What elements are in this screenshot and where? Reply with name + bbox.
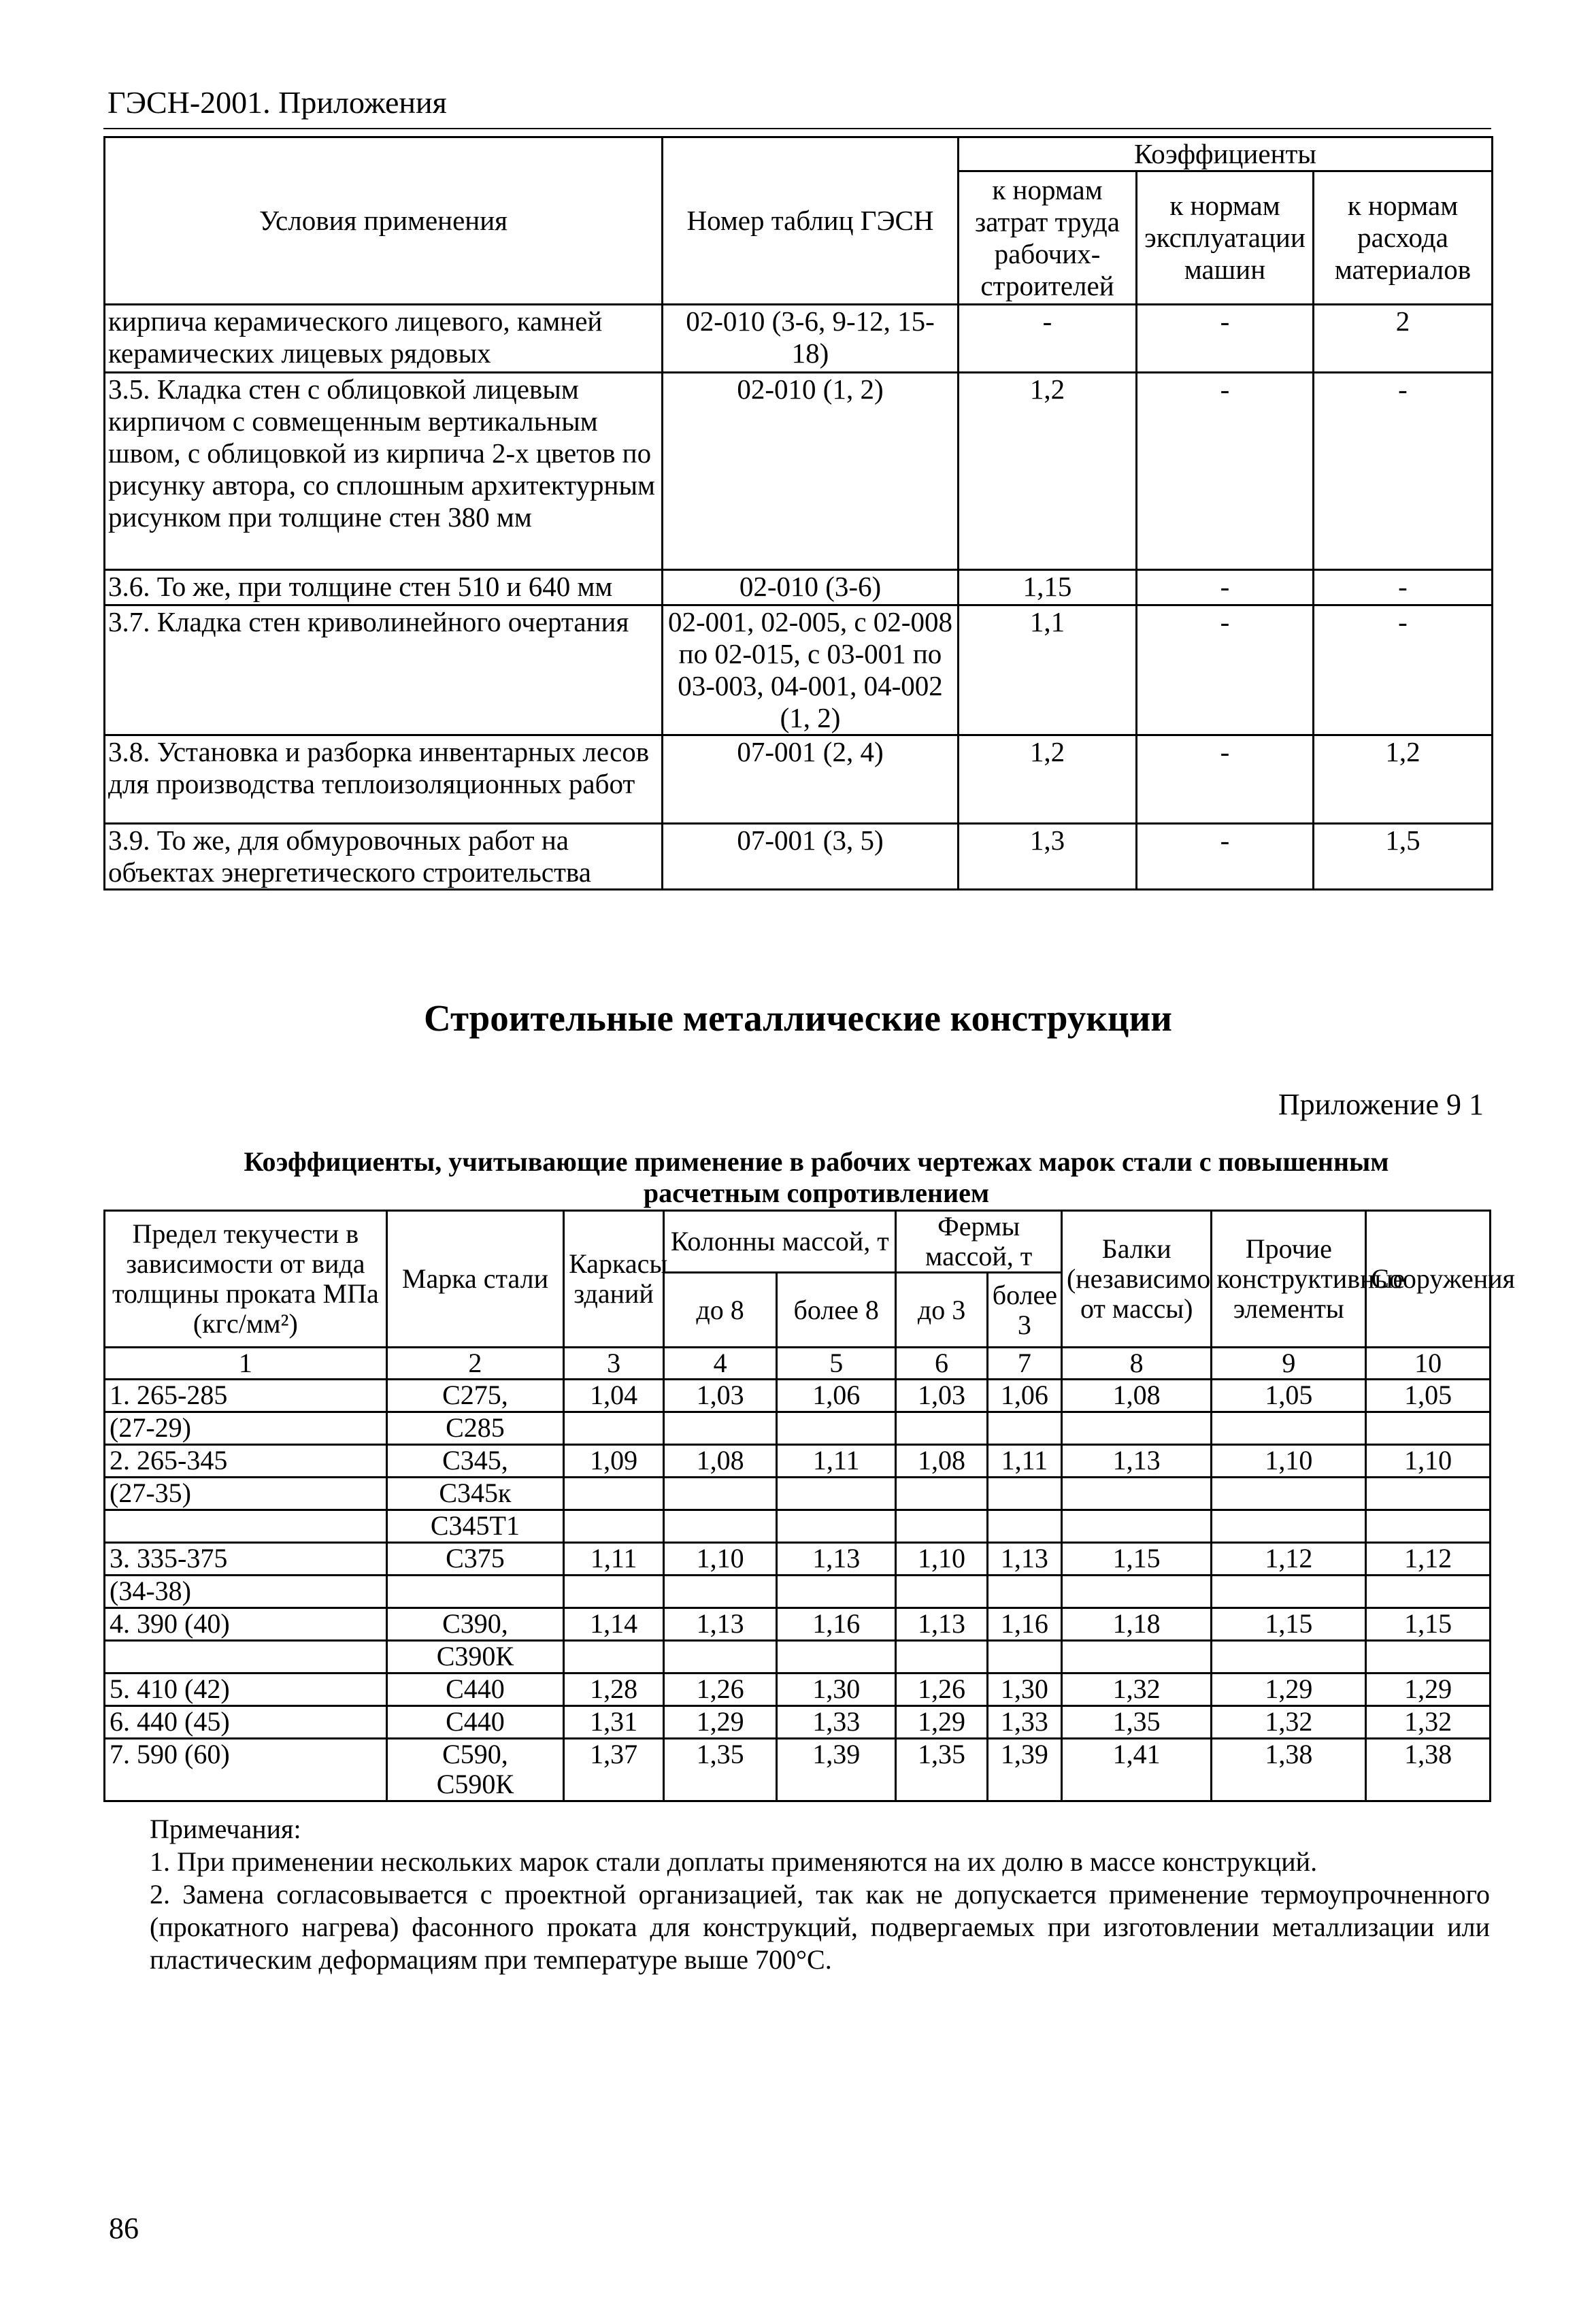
table-row [105, 1543, 1491, 1576]
coefficient-cell [564, 1641, 664, 1673]
grade-cell: С345к [386, 1478, 563, 1510]
coefficient-cell: 1,26 [664, 1673, 777, 1706]
labor-coef-cell: 1,15 [959, 570, 1137, 605]
column-number: 3 [564, 1348, 664, 1380]
coefficient-cell [1212, 1412, 1366, 1445]
coefficient-cell [664, 1510, 777, 1543]
yield-cell: 4. 390 (40) [105, 1608, 387, 1641]
header-other: Прочие конструктивные элементы [1212, 1211, 1366, 1348]
coefficient-cell: 1,11 [777, 1445, 896, 1478]
coefficient-cell [1212, 1576, 1366, 1608]
coefficient-cell: 1,16 [987, 1608, 1061, 1641]
coefficient-cell [777, 1641, 896, 1673]
coefficient-cell [896, 1412, 987, 1445]
coefficient-cell: 1,04 [564, 1380, 664, 1412]
coefficient-cell: 1,16 [777, 1608, 896, 1641]
coefficient-cell: 1,03 [896, 1380, 987, 1412]
coefficient-cell: 1,08 [664, 1445, 777, 1478]
coefficient-cell: 1,05 [1366, 1380, 1491, 1412]
yield-cell: 7. 590 (60) [105, 1739, 387, 1801]
column-number: 5 [777, 1348, 896, 1380]
coefficient-cell: 1,08 [1061, 1380, 1211, 1412]
table-row [105, 1706, 1491, 1739]
coefficient-cell [564, 1510, 664, 1543]
coefficient-cell: 1,14 [564, 1608, 664, 1641]
coefficient-cell: 1,29 [1212, 1673, 1366, 1706]
yield-cell: 5. 410 (42) [105, 1673, 387, 1706]
table-row [105, 305, 1493, 373]
table-row [105, 1445, 1491, 1478]
coefficient-cell: 1,08 [896, 1445, 987, 1478]
yield-cell: (34-38) [105, 1576, 387, 1608]
coefficient-cell: 1,38 [1212, 1739, 1366, 1801]
appendix-label: Приложение 9 1 [1278, 1088, 1484, 1121]
table-numbers-cell: 02-010 (3-6) [663, 570, 959, 605]
coefficient-cell: 1,30 [777, 1673, 896, 1706]
header-columns-le8: до 8 [664, 1273, 777, 1348]
coefficient-cell [1366, 1478, 1491, 1510]
coefficient-cell: 1,13 [1061, 1445, 1211, 1478]
coefficient-cell [564, 1478, 664, 1510]
table-numbers-cell: 02-010 (1, 2) [663, 373, 959, 570]
coefficient-cell: 1,33 [777, 1706, 896, 1739]
coefficient-cell [664, 1412, 777, 1445]
notes [109, 1813, 1490, 1976]
labor-coef-cell: 1,2 [959, 735, 1137, 824]
table-row [105, 1673, 1491, 1706]
grade-cell [386, 1576, 563, 1608]
labor-coef-cell: 1,3 [959, 824, 1137, 890]
coefficient-cell: 1,13 [777, 1543, 896, 1576]
yield-cell: 1. 265-285 [105, 1380, 387, 1412]
running-header: ГЭСН-2001. Приложения [107, 85, 447, 120]
coefficient-cell: 1,30 [987, 1673, 1061, 1706]
coefficient-cell: 1,31 [564, 1706, 664, 1739]
grade-cell: С345Т1 [386, 1510, 563, 1543]
coefficient-cell [1061, 1641, 1211, 1673]
coefficient-cell: 1,32 [1366, 1706, 1491, 1739]
page-number: 86 [109, 2212, 139, 2245]
header-table-numbers: Номер таблиц ГЭСН [663, 137, 959, 305]
grade-cell: С275, [386, 1380, 563, 1412]
coefficient-cell: 1,09 [564, 1445, 664, 1478]
coefficient-cell: 1,39 [777, 1739, 896, 1801]
coefficient-cell: 1,06 [987, 1380, 1061, 1412]
header-rule [103, 128, 1491, 129]
table-numbers-cell: 07-001 (2, 4) [663, 735, 959, 824]
coefficient-cell [987, 1576, 1061, 1608]
table-row [105, 1608, 1491, 1641]
section-title: Строительные металлические конструкции [424, 997, 1172, 1039]
yield-cell [105, 1641, 387, 1673]
table-row [105, 1380, 1491, 1412]
yield-cell: 6. 440 (45) [105, 1706, 387, 1739]
machines-coef-cell: - [1137, 735, 1314, 824]
coefficient-cell [896, 1576, 987, 1608]
grade-cell: С285 [386, 1412, 563, 1445]
coefficient-cell: 1,10 [1366, 1445, 1491, 1478]
column-number: 8 [1061, 1348, 1211, 1380]
coefficient-cell [777, 1478, 896, 1510]
labor-coef-cell: 1,2 [959, 373, 1137, 570]
coefficient-cell [987, 1478, 1061, 1510]
condition-cell: 3.5. Кладка стен с облицовкой лицевым кирпичом с совмещенным вертикальным швом, с облицовкой из кирпича 2-х цветов по рисунку автора, со сплошным архитектурным рисунком при толщине стен 380 мм [105, 373, 663, 570]
coefficient-cell: 1,29 [1366, 1673, 1491, 1706]
coefficient-cell: 1,13 [664, 1608, 777, 1641]
coefficient-cell [664, 1641, 777, 1673]
yield-cell: (27-35) [105, 1478, 387, 1510]
header-machines: к нормам эксплуатации машин [1137, 171, 1314, 305]
header-columns: Колонны массой, т [664, 1211, 896, 1273]
materials-coef-cell: 1,2 [1314, 735, 1493, 824]
condition-cell: 3.6. То же, при толщине стен 510 и 640 мм [105, 570, 663, 605]
coefficient-cell [777, 1510, 896, 1543]
coefficient-cell: 1,12 [1212, 1543, 1366, 1576]
coefficient-cell [1061, 1576, 1211, 1608]
coefficient-cell: 1,41 [1061, 1739, 1211, 1801]
coefficient-cell: 1,05 [1212, 1380, 1366, 1412]
coefficient-cell: 1,37 [564, 1739, 664, 1801]
table-row [105, 1510, 1491, 1543]
header-grade: Марка стали [386, 1211, 563, 1348]
yield-cell [105, 1510, 387, 1543]
coefficients-table-steel [103, 1210, 1515, 1802]
coefficient-cell: 1,32 [1061, 1673, 1211, 1706]
coefficient-cell [1061, 1478, 1211, 1510]
coefficient-cell [777, 1576, 896, 1608]
yield-cell: 3. 335-375 [105, 1543, 387, 1576]
notes-heading: Примечания: [150, 1814, 301, 1844]
condition-cell: 3.8. Установка и разборка инвентарных лесов для производства теплоизоляционных работ [105, 735, 663, 824]
coefficient-cell: 1,10 [896, 1543, 987, 1576]
grade-cell: С440 [386, 1673, 563, 1706]
coefficient-cell [664, 1576, 777, 1608]
coefficient-cell [564, 1412, 664, 1445]
coefficient-cell: 1,35 [664, 1739, 777, 1801]
header-trusses: Фермы массой, т [896, 1211, 1062, 1273]
coefficient-cell [564, 1576, 664, 1608]
coefficient-cell [987, 1412, 1061, 1445]
coefficient-cell [1366, 1510, 1491, 1543]
coefficient-cell [777, 1412, 896, 1445]
coefficient-cell: 1,15 [1212, 1608, 1366, 1641]
column-number: 1 [105, 1348, 387, 1380]
header-structures: Сооружения [1366, 1211, 1491, 1348]
table-row [105, 1641, 1491, 1673]
coefficient-cell: 1,13 [987, 1543, 1061, 1576]
table-row [105, 605, 1493, 735]
machines-coef-cell: - [1137, 605, 1314, 735]
coefficient-cell: 1,28 [564, 1673, 664, 1706]
machines-coef-cell: - [1137, 824, 1314, 890]
column-number: 9 [1212, 1348, 1366, 1380]
table2-caption: Коэффициенты, учитывающие применение в рабочих чертежах марок стали с повышенным расчетным сопротивлением [244, 1146, 1389, 1208]
table-row [105, 735, 1493, 824]
coefficient-cell [1366, 1412, 1491, 1445]
header-labor: к нормам затрат труда рабочих-строителей [959, 171, 1137, 305]
condition-cell: 3.9. То же, для обмуровочных работ на объектах энергетического строительства [105, 824, 663, 890]
header-trusses-gt3: более 3 [987, 1273, 1061, 1348]
machines-coef-cell: - [1137, 570, 1314, 605]
coefficient-cell [987, 1510, 1061, 1543]
column-number: 10 [1366, 1348, 1491, 1380]
yield-cell: 2. 265-345 [105, 1445, 387, 1478]
coefficient-cell: 1,13 [896, 1608, 987, 1641]
coefficient-cell: 1,39 [987, 1739, 1061, 1801]
header-materials: к нормам расхода материалов [1314, 171, 1493, 305]
header-yield: Предел текучести в зависимости от вида толщины проката МПа (кгс/мм²) [105, 1211, 387, 1348]
materials-coef-cell: - [1314, 570, 1493, 605]
coefficient-cell: 1,35 [1061, 1706, 1211, 1739]
materials-coef-cell: - [1314, 605, 1493, 735]
labor-coef-cell: - [959, 305, 1137, 373]
coefficient-cell: 1,18 [1061, 1608, 1211, 1641]
header-beams: Балки (независимо от массы) [1061, 1211, 1211, 1348]
header-conditions: Условия применения [105, 137, 663, 305]
coefficient-cell [987, 1641, 1061, 1673]
coefficient-cell: 1,10 [1212, 1445, 1366, 1478]
header-trusses-le3: до 3 [896, 1273, 987, 1348]
labor-coef-cell: 1,1 [959, 605, 1137, 735]
header-columns-gt8: более 8 [777, 1273, 896, 1348]
coefficient-cell: 1,03 [664, 1380, 777, 1412]
coefficient-cell [1366, 1641, 1491, 1673]
table-row [105, 1412, 1491, 1445]
coefficient-cell: 1,12 [1366, 1543, 1491, 1576]
coefficient-cell [896, 1510, 987, 1543]
coefficient-cell [896, 1478, 987, 1510]
coefficient-cell [1366, 1576, 1491, 1608]
coefficient-cell: 1,33 [987, 1706, 1061, 1739]
coefficient-cell: 1,26 [896, 1673, 987, 1706]
table-numbers-cell: 02-010 (3-6, 9-12, 15-18) [663, 305, 959, 373]
coefficient-cell [1212, 1641, 1366, 1673]
table-row [105, 570, 1493, 605]
coefficient-cell [1061, 1510, 1211, 1543]
coefficient-cell: 1,10 [664, 1543, 777, 1576]
coefficient-cell [1061, 1412, 1211, 1445]
materials-coef-cell: 2 [1314, 305, 1493, 373]
table-row [105, 373, 1493, 570]
grade-cell: С590, С590К [386, 1739, 563, 1801]
machines-coef-cell: - [1137, 373, 1314, 570]
coefficient-cell [664, 1478, 777, 1510]
coefficient-cell: 1,38 [1366, 1739, 1491, 1801]
coefficient-cell [896, 1641, 987, 1673]
materials-coef-cell: 1,5 [1314, 824, 1493, 890]
coefficients-table-masonry [103, 136, 1493, 890]
column-number: 6 [896, 1348, 987, 1380]
coefficient-cell: 1,29 [664, 1706, 777, 1739]
condition-cell: 3.7. Кладка стен криволинейного очертания [105, 605, 663, 735]
table-row [105, 1739, 1491, 1801]
grade-cell: С440 [386, 1706, 563, 1739]
grade-cell: С390К [386, 1641, 563, 1673]
column-number: 7 [987, 1348, 1061, 1380]
grade-cell: С390, [386, 1608, 563, 1641]
table-numbers-cell: 07-001 (3, 5) [663, 824, 959, 890]
table-numbers-cell: 02-001, 02-005, с 02-008 по 02-015, с 03-001 по 03-003, 04-001, 04-002 (1, 2) [663, 605, 959, 735]
coefficient-cell: 1,11 [564, 1543, 664, 1576]
coefficient-cell: 1,06 [777, 1380, 896, 1412]
yield-cell: (27-29) [105, 1412, 387, 1445]
coefficient-cell: 1,29 [896, 1706, 987, 1739]
table-row [105, 824, 1493, 890]
coefficient-cell: 1,35 [896, 1739, 987, 1801]
condition-cell: кирпича керамического лицевого, камней керамических лицевых рядовых [105, 305, 663, 373]
machines-coef-cell: - [1137, 305, 1314, 373]
coefficient-cell [1212, 1510, 1366, 1543]
coefficient-cell: 1,11 [987, 1445, 1061, 1478]
column-number: 2 [386, 1348, 563, 1380]
materials-coef-cell: - [1314, 373, 1493, 570]
note-item: 1. При применении нескольких марок стали доплаты применяются на их долю в массе конструкций. [150, 1846, 1318, 1877]
grade-cell: С345, [386, 1445, 563, 1478]
table-row [105, 1478, 1491, 1510]
grade-cell: С375 [386, 1543, 563, 1576]
coefficient-cell: 1,15 [1061, 1543, 1211, 1576]
coefficient-cell: 1,32 [1212, 1706, 1366, 1739]
coefficient-cell: 1,15 [1366, 1608, 1491, 1641]
header-coefficients: Коэффициенты [959, 137, 1493, 171]
table-row [105, 1576, 1491, 1608]
coefficient-cell [1212, 1478, 1366, 1510]
column-number: 4 [664, 1348, 777, 1380]
note-item: 2. Замена согласовывается с проектной организацией, так как не допускается применение термоупрочненного (прокатного нагрева) фасонного проката для конструкций, подвергаемых при изготовлении металлизации или пластическим деформациям при температуре выше 700°С. [150, 1879, 1490, 1975]
header-frames: Каркасы зданий [564, 1211, 664, 1348]
